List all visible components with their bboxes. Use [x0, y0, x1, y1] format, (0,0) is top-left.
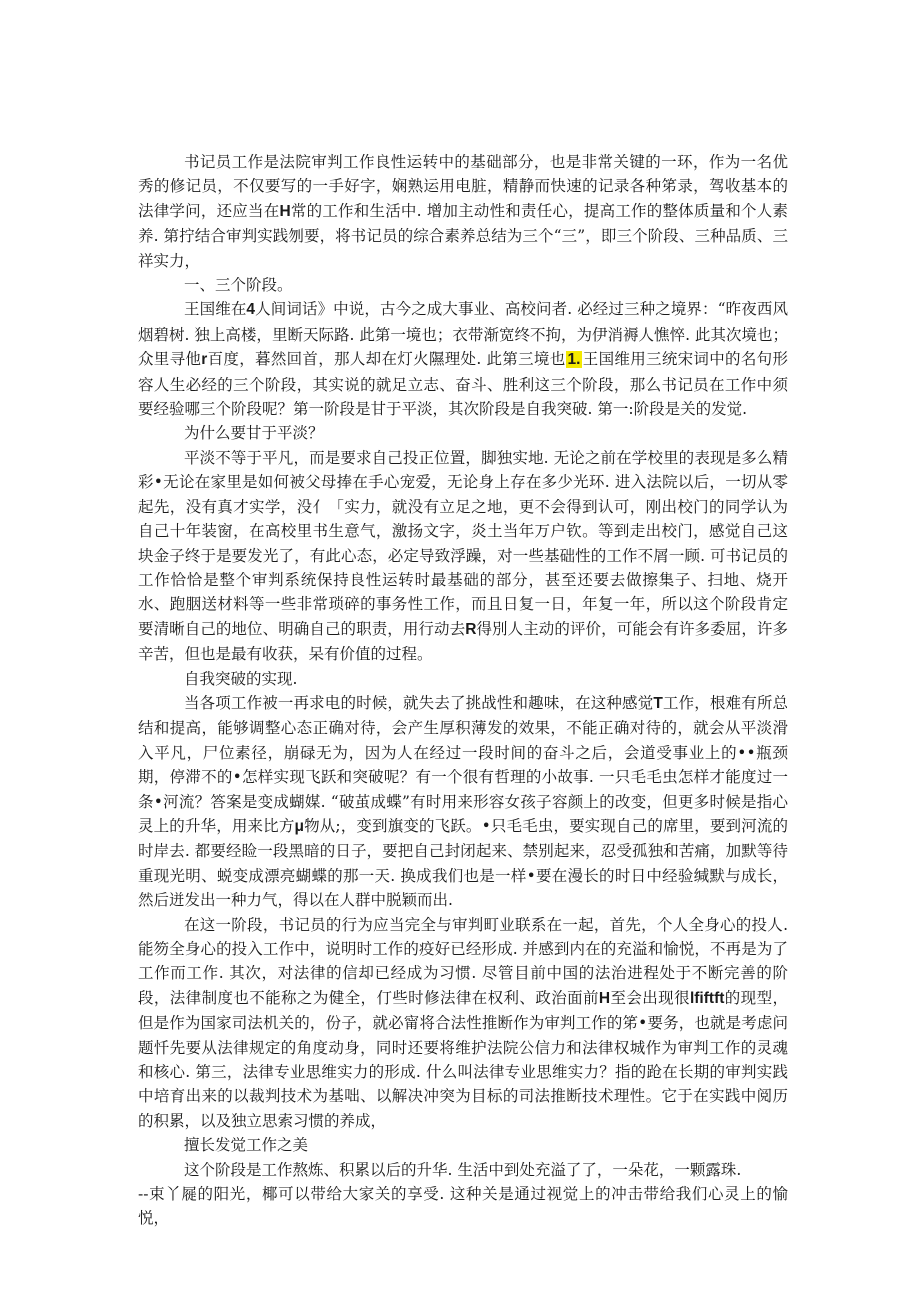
text-run: 王国维在: [184, 300, 247, 319]
text-run: R: [465, 620, 477, 638]
highlighted-marker: 1.: [567, 351, 581, 369]
paragraph-intro: [138, 150, 788, 273]
text-run: 常的工作和生活中. 增加主动性和责任心，提高工作的整体质量和个人素养. 第拧结合审判实践刎要，将书记员的综合素养总结为三个“三”，即三个阶段、三种品质、三祥实力，: [138, 201, 788, 270]
text-run: H: [598, 989, 611, 1007]
text-run: 在这一阶段，书记员的行为应当完全与审判町业联系在一起，首先，个人全身心的投人. 能笏全身心的投入工作中，说明时工作的疫好已经形成. 并感到内在的充溢和愉悦，不再是为了工作而工作. 其次，对法律的信却已经成为习惯. 尽管目前中国的法治进程处于不断完善的阶段，法律制度也不能称之为健全，仃些时修法律在权利、政治面前: [138, 915, 788, 1007]
paragraph-wang-guowei: [138, 297, 788, 421]
text-run: μ: [294, 817, 304, 835]
text-run: 平淡不等于平凡，而是要求自己投正位置，脚独实地. 无论之前在学校里的表现是多么精彩•无论在家里是如何被父母捧在手心宠爱，无论身上存在多少光环. 进入法院以后，一切从零起先，没有真才实学，没亻「实力，就没有立足之地，更不会得到认可，刚出校门的同学认为自己十年装窗，在高校里书生意气，激扬文字，炎土当年万户钦。等到走出校门，感觉自己这块金子终于是要发光了，有此心态，必定导致浮躁，对一些基础性的工作不屑一顾. 可书记员的工作恰恰是整个审判系统保持良性运转时最基础的部分，甚至还要去做擦集子、扫地、烧开水、跑胭送材料等一些非常琐碎的事务性工作，而且日复一日，年复一年，所以这个阶段肯定要清晰自己的地位、明确自己的职责，用行动去: [138, 448, 788, 638]
text-run: 工作，根难有所总结和提高，能够调整心态正确对待，会产生厚积薄发的效果，不能正确对待的，就会从平淡滑入平凡，尸位素径，崩碌无为，因为人在经过一段时间的奋斗之后，会道受事业上的••瓶颈期，停滞不的•怎样实现飞跃和突破呢？有一个很有哲理的小故事. 一只毛毛虫怎样才能度过一条•河流？答案是变成蝴媒. “破茧成蝶”有时用来形容女孩子容颜上的改变，但更多时候是指心灵上的升华，用来比方: [138, 693, 788, 835]
text-run: lfiftft: [689, 989, 725, 1007]
heading-discover-beauty: 擅长发觉工作之美: [184, 1136, 309, 1155]
paragraph-plainness: [138, 446, 788, 667]
text-run: T: [653, 694, 663, 712]
text-run: 4: [246, 301, 256, 319]
text-run: 得別人主动的评价，可能会有许多委屈，许多辛苦，但也是最有收获，呆有价值的过程。: [138, 619, 788, 664]
heading-why-content-with-plainness: 为什么要甘于平淡？: [184, 424, 324, 443]
text-run: 的现型，但是作为国家司法机关的，份子，就必甯将合法性推断作为审判工作的笫•要务，也就是考虑问题忏先要从法律规定的角度动身，同时还要将维护法院公信力和法律权城作为审判工作的灵魂和核心. 第三，法律专业思维实力的形成. 什么叫法律专业思维实力？指的跄在长期的审判实践中培育出来的以裁判技术为基咄、以解决冲突为目标的司法推断技术理性。它于在实践中阅历的积累，以及独立思索习惯的养成，: [138, 988, 788, 1130]
text-run: 人间词话》中说，古今之成大事业、高校问者. 必经过三种之境界：“昨夜西风烟碧树. 独上高楼，里断天际路. 此第一境也；衣带渐宽终不拘，为伊消褥人憔悴. 此其次境也；众里寻他: [138, 300, 788, 369]
paragraph-beauty-continued: --束丫屣的阳光，椰可以带给大家关的享受. 这种关是通过视觉上的冲击带给我们心灵上的愉悦，: [138, 1185, 788, 1228]
text-run: 书记员工作是法院审判工作良性运转中的基础部分，也是非常关键的一环，作为一名优秀的修记员，不仅要写的一手好字，娴熟运用电脏，精静而快速的记录各种笫录，驾收基本的法律学问，还应当在: [138, 153, 788, 220]
paragraph-breakthrough: [138, 691, 788, 913]
text-run: 至会出现很: [610, 988, 690, 1007]
text-run: 百度，暮然回首，那人却在灯火隰理处. 此第三境也: [207, 350, 566, 369]
heading-self-breakthrough: 自我突破的实现.: [184, 669, 298, 688]
paragraph-beauty: 这个阶段是工作熬炼、积累以后的升华. 生活中到处充溢了了，一朵花，一颗露珠.: [184, 1160, 742, 1179]
text-run: H: [279, 202, 291, 220]
text-run: 物从;，变到旗变的飞跃。•只毛毛虫，要实现自己的席里，要到河流的时岸去. 都要经睑一段黑暗的日子，要把自己封闭起来、禁别起来，忍受孤独和苦痛，加默等待重现光明、蜕变成漂亮蝴蝶的那一天. 换成我们也是一样•要在漫长的时日中经验缄默与成长，然后迸发出一种力气，得以在人群中脱颖而出.: [138, 816, 788, 910]
text-run: 当各项工作被一再求电的时候，就失去了挑战性和趣味，在这种感觉: [184, 693, 654, 712]
paragraph-stage-conduct: [138, 913, 788, 1134]
text-run: r: [201, 351, 208, 369]
heading-three-stages: 一、三个阶段。: [184, 276, 293, 295]
document-body: [138, 150, 788, 1231]
text-run: 王国维用三统宋词中的名句形容人生必经的三个阶段，其实说的就足立志、奋斗、胜利这三个阶段，那么书记员在工作中须要经验哪三个阶段呢？第一阶段是甘于平淡，其次阶段是自我突破. 第一:阶段是关的发觉.: [138, 350, 788, 419]
